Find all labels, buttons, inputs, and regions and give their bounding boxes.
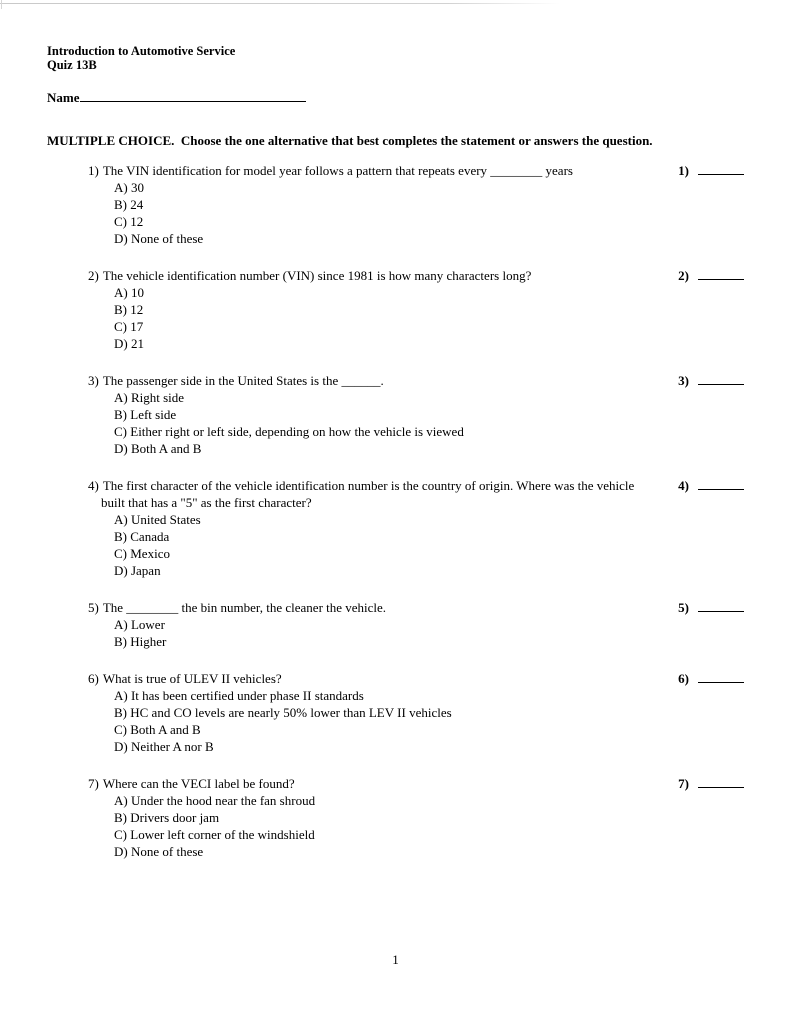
option-item: B) 12 [114,302,144,317]
answer-slot [678,372,744,389]
question-main [88,162,657,179]
answer-blank-line [698,775,744,788]
scan-artifact-left [1,0,2,9]
option-item: B) Left side [114,407,177,422]
question-block [88,477,744,579]
question-row [88,477,744,511]
question-number: 3) [88,373,99,388]
question-block [88,267,744,352]
option-item: C) Either right or left side, depending on how the vehicle is viewed [114,424,464,439]
answer-slot [678,599,744,616]
option-item: A) It has been certified under phase II standards [114,688,364,703]
answer-slot [678,775,744,792]
options-list [88,179,744,247]
course-title: Introduction to Automotive Service [47,44,236,58]
question-main [88,599,657,616]
option-item: A) 10 [114,285,144,300]
option-item: B) Canada [114,529,170,544]
option-item: C) Both A and B [114,722,201,737]
question-row [88,670,744,687]
option-item: A) Lower [114,617,165,632]
question-number: 6) [88,671,99,686]
option-item: B) 24 [114,197,144,212]
answer-slot [678,670,744,687]
answer-slot [678,267,744,284]
answer-slot-number: 2) [678,268,689,283]
question-text: The ________ the bin number, the cleaner the vehicle. [102,600,387,615]
option-item: C) Mexico [114,546,170,561]
question-block [88,372,744,457]
name-label: Name [47,90,80,105]
option-item: C) Lower left corner of the windshield [114,827,315,842]
options-list [88,389,744,457]
quiz-title: Quiz 13B [47,58,97,72]
option-item: B) Higher [114,634,167,649]
option-item: A) Under the hood near the fan shroud [114,793,316,808]
question-text: Where can the VECI label be found? [102,776,295,791]
option-item: D) 21 [114,336,144,351]
question-text: The vehicle identification number (VIN) since 1981 is how many characters long? [102,268,532,283]
question-main [88,372,657,389]
option-item: C) 12 [114,214,144,229]
answer-slot-number: 1) [678,163,689,178]
answer-blank-line [698,267,744,280]
option-item: D) Neither A nor B [114,739,214,754]
page-number: 1 [392,952,399,967]
answer-slot-number: 6) [678,671,689,686]
option-item: D) Japan [114,563,161,578]
answer-slot [678,477,744,494]
options-list [88,284,744,352]
question-text: The first character of the vehicle identification number is the country of origin. Where was the vehicle built that has a "5" as the first character? [101,478,635,510]
answer-blank-line [698,599,744,612]
answer-slot-number: 4) [678,478,689,493]
options-list [88,616,744,650]
instructions: MULTIPLE CHOICE. Choose the one alternative that best completes the statement or answers the question. [47,133,653,148]
question-block [88,670,744,755]
scan-artifact-top [0,3,560,4]
question-row [88,162,744,179]
name-row [47,88,744,106]
option-item: C) 17 [114,319,144,334]
question-row [88,775,744,792]
question-row [88,599,744,616]
question-block [88,599,744,650]
option-item: D) None of these [114,844,204,859]
question-number: 7) [88,776,99,791]
question-main [88,267,657,284]
options-list [88,511,744,579]
question-main [88,775,657,792]
option-item: B) HC and CO levels are nearly 50% lower than LEV II vehicles [114,705,452,720]
answer-slot [678,162,744,179]
answer-blank-line [698,162,744,175]
question-block [88,775,744,860]
question-row [88,372,744,389]
question-number: 4) [88,478,99,493]
option-item: A) Right side [114,390,185,405]
options-list [88,687,744,755]
option-item: B) Drivers door jam [114,810,220,825]
question-main [88,670,657,687]
question-main [88,477,657,511]
answer-blank-line [698,372,744,385]
question-number: 5) [88,600,99,615]
option-item: D) None of these [114,231,204,246]
answer-blank-line [698,670,744,683]
answer-slot-number: 5) [678,600,689,615]
option-item: D) Both A and B [114,441,202,456]
question-row [88,267,744,284]
question-block [88,162,744,247]
answer-slot-number: 7) [678,776,689,791]
name-blank-line [80,88,306,102]
question-text: The passenger side in the United States is the ______. [102,373,384,388]
option-item: A) 30 [114,180,144,195]
question-number: 1) [88,163,99,178]
page-header [47,44,744,106]
answer-slot-number: 3) [678,373,689,388]
option-item: A) United States [114,512,201,527]
answer-blank-line [698,477,744,490]
question-text: What is true of ULEV II vehicles? [102,671,282,686]
questions-list [47,162,744,860]
question-number: 2) [88,268,99,283]
question-text: The VIN identification for model year follows a pattern that repeats every ________ years [102,163,573,178]
options-list [88,792,744,860]
